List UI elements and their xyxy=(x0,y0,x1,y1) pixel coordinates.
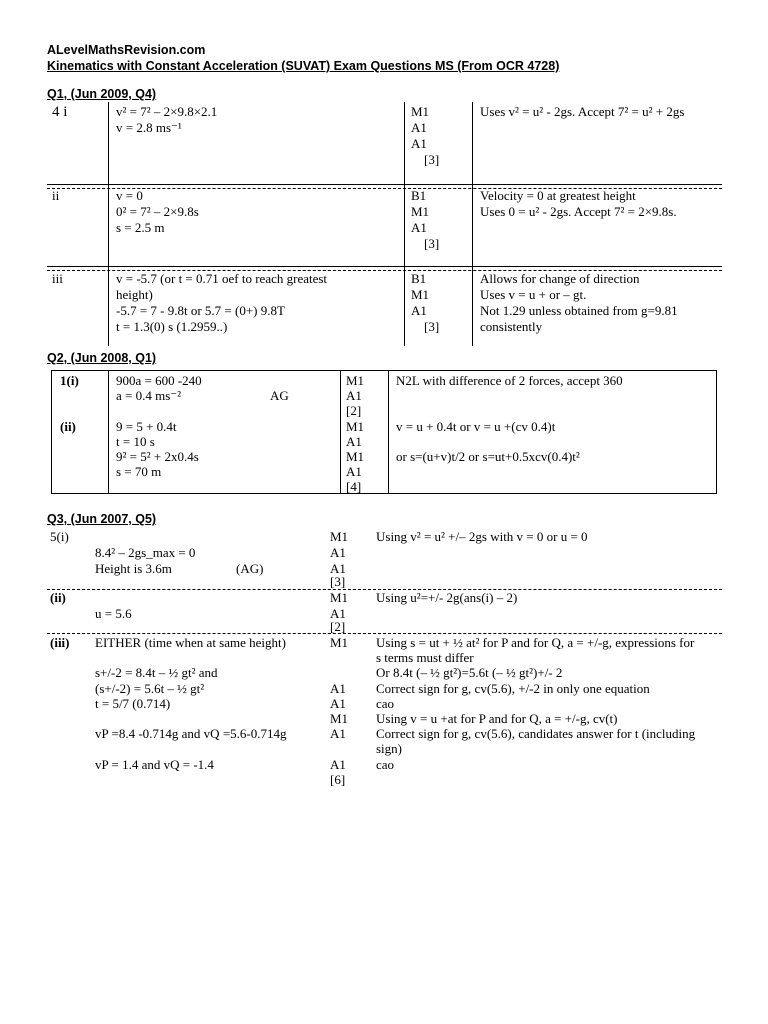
q1-note: Allows for change of direction xyxy=(480,271,640,286)
q1-mark: B1 xyxy=(411,271,427,286)
q1-mark: A1 xyxy=(411,303,427,318)
q2-divider-marks xyxy=(388,370,389,494)
q2-part-label: (ii) xyxy=(60,419,76,434)
q3-mark: A1 xyxy=(330,726,346,741)
q1-work-line: s = 2.5 m xyxy=(116,220,165,235)
q2-work-line: t = 10 s xyxy=(116,434,155,449)
q3-work-line: u = 5.6 xyxy=(95,606,132,621)
q2-work-line: 9 = 5 + 0.4t xyxy=(116,419,177,434)
q2-total: [4] xyxy=(346,479,362,494)
q1-mark: M1 xyxy=(411,104,430,119)
q1-work-line: v = -5.7 (or t = 0.71 oef to reach greatest xyxy=(116,271,328,286)
q1-total: [3] xyxy=(424,319,440,334)
q2-total: [2] xyxy=(346,403,362,418)
q2-note: or s=(u+v)t/2 or s=ut+0.5xcv(0.4)t² xyxy=(396,449,580,464)
q3-total: [6] xyxy=(330,772,346,787)
q3-mark: M1 xyxy=(330,590,349,605)
q1-work-line: 0² = 7² – 2×9.8s xyxy=(116,204,199,219)
q1-total: [3] xyxy=(424,236,440,251)
q2-mark: A1 xyxy=(346,388,362,403)
q3-part-label: (ii) xyxy=(50,590,66,605)
q3-work-line: vP = 1.4 and vQ = -1.4 xyxy=(95,757,214,772)
q2-heading: Q2, (Jun 2008, Q1) xyxy=(47,351,157,365)
q3-work-line: s+/-2 = 8.4t – ½ gt² and xyxy=(95,665,218,680)
q3-mark: A1 xyxy=(330,696,346,711)
q3-note: Using v = u +at for P and for Q, a = +/-g, cv(t) xyxy=(376,711,618,726)
q1-work-line: -5.7 = 7 - 9.8t or 5.7 = (0+) 9.8T xyxy=(116,303,285,318)
q1-note: Uses v = u + or – gt. xyxy=(480,287,587,302)
q2-work-line: a = 0.4 ms⁻² xyxy=(116,388,182,403)
q2-note: v = u + 0.4t or v = u +(cv 0.4)t xyxy=(396,419,556,434)
q1-mark: A1 xyxy=(411,220,427,235)
q3-work-line: Height is 3.6m xyxy=(95,561,172,576)
q3-mark: A1 xyxy=(330,561,346,576)
q1-part-label: ii xyxy=(52,188,60,203)
q3-note: s terms must differ xyxy=(376,650,474,665)
q3-work-line: 8.4² – 2gs_max = 0 xyxy=(95,545,196,560)
q1-note: Uses 0 = u² - 2gs. Accept 7² = 2×9.8s. xyxy=(480,204,677,219)
q3-note: Using s = ut + ½ at² for P and for Q, a = +/-g, expressions for xyxy=(376,635,695,650)
q3-part-label: (iii) xyxy=(50,635,70,650)
q3-mark: M1 xyxy=(330,711,349,726)
q1-note: Not 1.29 unless obtained from g=9.81 xyxy=(480,303,678,318)
q1-mark: B1 xyxy=(411,188,427,203)
q1-work-line: t = 1.3(0) s (1.2959..) xyxy=(116,319,228,334)
q1-work-line: v = 2.8 ms⁻¹ xyxy=(116,120,182,135)
q2-divider-work xyxy=(340,370,341,494)
q3-mark: A1 xyxy=(330,681,346,696)
q1-mark: A1 xyxy=(411,120,427,135)
q1-mark: M1 xyxy=(411,204,430,219)
q2-work-line: 900a = 600 -240 xyxy=(116,373,202,388)
q3-total: [3] xyxy=(330,574,346,589)
q2-work-line: 9² = 5² + 2x0.4s xyxy=(116,449,199,464)
q1-row-separator xyxy=(47,184,722,185)
q2-mark: A1 xyxy=(346,434,362,449)
q3-note: Or 8.4t (– ½ gt²)=5.6t (– ½ gt²)+/- 2 xyxy=(376,665,563,680)
q1-work-line: height) xyxy=(116,287,153,302)
q1-note: consistently xyxy=(480,319,543,334)
q2-mark: M1 xyxy=(346,373,365,388)
q3-row-separator-dashed xyxy=(47,633,722,634)
q3-part-label: 5(i) xyxy=(50,529,69,544)
site-name: ALevelMathsRevision.com xyxy=(47,43,206,57)
q3-mark: A1 xyxy=(330,606,346,621)
q2-mark: M1 xyxy=(346,419,365,434)
q2-mark: A1 xyxy=(346,464,362,479)
q1-note: Velocity = 0 at greatest height xyxy=(480,188,636,203)
q1-note: Uses v² = u² - 2gs. Accept 7² = u² + 2gs xyxy=(480,104,685,119)
q1-mark: M1 xyxy=(411,287,430,302)
q1-part-label: iii xyxy=(52,271,63,286)
q2-work-line: s = 70 m xyxy=(116,464,162,479)
q2-mark: M1 xyxy=(346,449,365,464)
q1-heading: Q1, (Jun 2009, Q4) xyxy=(47,87,157,101)
q1-work-line: v² = 7² – 2×9.8×2.1 xyxy=(116,104,218,119)
q2-note: N2L with difference of 2 forces, accept 360 xyxy=(396,373,623,388)
q2-part-label: 1(i) xyxy=(60,373,79,388)
q3-mark: M1 xyxy=(330,635,349,650)
q3-note: cao xyxy=(376,696,395,711)
q3-work-line: t = 5/7 (0.714) xyxy=(95,696,171,711)
q1-divider-work xyxy=(404,102,405,346)
q3-note: sign) xyxy=(376,741,402,756)
q1-row-separator xyxy=(47,266,722,267)
q3-total: [2] xyxy=(330,619,346,634)
q3-ag-label: (AG) xyxy=(236,561,264,576)
q3-mark: M1 xyxy=(330,529,349,544)
q1-part-label: 4 i xyxy=(52,104,68,120)
q1-work-line: v = 0 xyxy=(116,188,143,203)
q1-mark: A1 xyxy=(411,136,427,151)
q3-note: Using u²=+/- 2g(ans(i) – 2) xyxy=(376,590,518,605)
q3-work-line: (s+/-2) = 5.6t – ½ gt² xyxy=(95,681,205,696)
document-title: Kinematics with Constant Acceleration (SUVAT) Exam Questions MS (From OCR 4728) xyxy=(47,59,560,73)
q1-divider-marks xyxy=(472,102,473,346)
q3-work-line: vP =8.4 -0.714g and vQ =5.6-0.714g xyxy=(95,726,287,741)
q3-work-line: EITHER (time when at same height) xyxy=(95,635,286,650)
q3-note: Correct sign for g, cv(5.6), candidates answer for t (including xyxy=(376,726,696,741)
q3-mark: A1 xyxy=(330,545,346,560)
q3-heading: Q3, (Jun 2007, Q5) xyxy=(47,512,157,526)
q2-ag-label: AG xyxy=(270,388,289,403)
q3-note: cao xyxy=(376,757,395,772)
q2-divider-label xyxy=(108,370,109,494)
q3-note: Using v² = u² +/– 2gs with v = 0 or u = 0 xyxy=(376,529,588,544)
q3-mark: A1 xyxy=(330,757,346,772)
q1-total: [3] xyxy=(424,152,440,167)
q3-note: Correct sign for g, cv(5.6), +/-2 in only one equation xyxy=(376,681,650,696)
q1-divider-label xyxy=(108,102,109,346)
